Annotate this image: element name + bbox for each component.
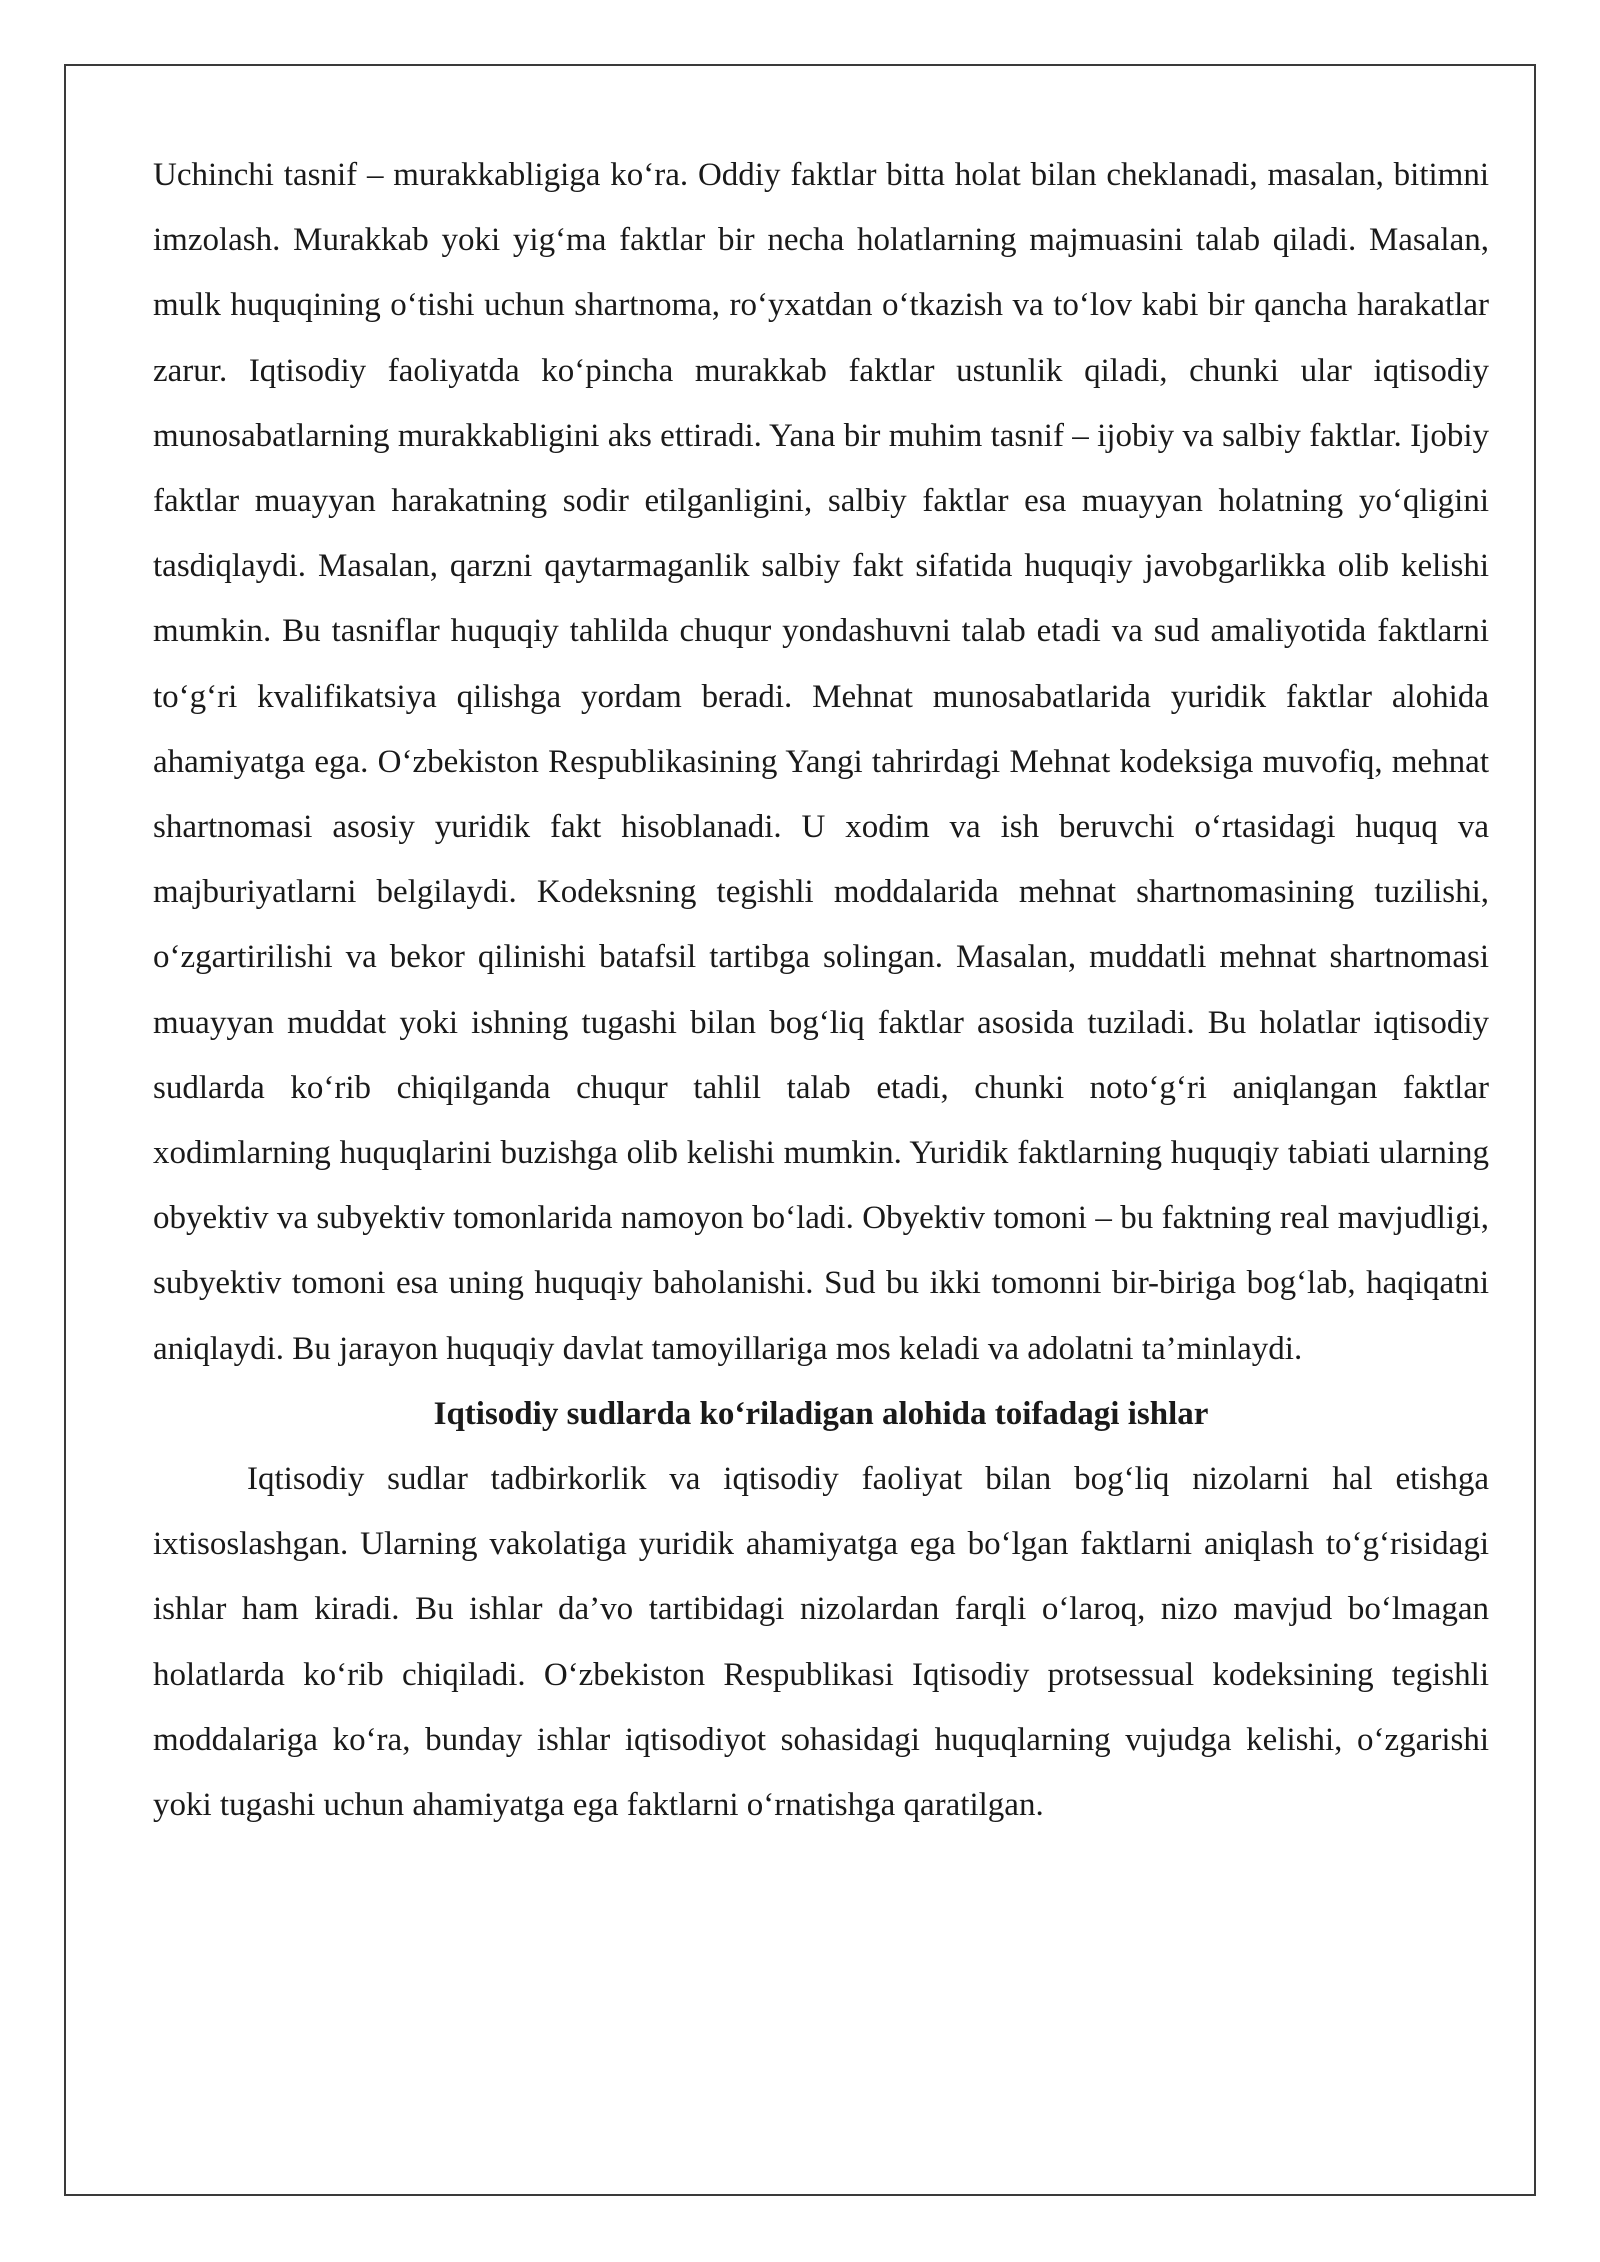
section-heading: Iqtisodiy sudlarda ko‘riladigan alohida toifadagi ishlar [433, 1395, 1209, 1432]
document-body [153, 143, 1489, 1838]
paragraph-2: Iqtisodiy sudlar tadbirkorlik va iqtisodiy faoliyat bilan bog‘liq nizolarni hal etishga ixtisoslashgan. Ularning vakolatiga yuridik ahamiyatga ega bo‘lgan faktlarni aniqlash to‘g‘risidagi ishlar ham kiradi. Bu ishlar da’vo tartibidagi nizolardan farqli o‘laroq, nizo mavjud bo‘lmagan holatlarda ko‘rib chiqiladi. O‘zbekiston Respublikasi Iqtisodiy protsessual kodeksining tegishli moddalariga ko‘ra, bunday ishlar iqtisodiyot sohasidagi huquqlarning vujudga kelishi, o‘zgarishi yoki tugashi uchun ahamiyatga ega faktlarni o‘rnatishga qaratilgan. [153, 1461, 1489, 1824]
paragraph-1: Uchinchi tasnif – murakkabligiga ko‘ra. Oddiy faktlar bitta holat bilan cheklanadi, masalan, bitimni imzolash. Murakkab yoki yig‘ma faktlar bir necha holatlarning majmuasini talab qiladi. Masalan, mulk huquqining o‘tishi uchun shartnoma, ro‘yxatdan o‘tkazish va to‘lov kabi bir qancha harakatlar zarur. Iqtisodiy faoliyatda ko‘pincha murakkab faktlar ustunlik qiladi, chunki ular iqtisodiy munosabatlarning murakkabligini aks ettiradi. Yana bir muhim tasnif – ijobiy va salbiy faktlar. Ijobiy faktlar muayyan harakatning sodir etilganligini, salbiy faktlar esa muayyan holatning yo‘qligini tasdiqlaydi. Masalan, qarzni qaytarmaganlik salbiy fakt sifatida huquqiy javobgarlikka olib kelishi mumkin. Bu tasniflar huquqiy tahlilda chuqur yondashuvni talab etadi va sud amaliyotida faktlarni to‘g‘ri kvalifikatsiya qilishga yordam beradi. Mehnat munosabatlarida yuridik faktlar alohida ahamiyatga ega. O‘zbekiston Respublikasining Yangi tahrirdagi Mehnat kodeksiga muvofiq, mehnat shartnomasi asosiy yuridik fakt hisoblanadi. U xodim va ish beruvchi o‘rtasidagi huquq va majburiyatlarni belgilaydi. Kodeksning tegishli moddalarida mehnat shartnomasining tuzilishi, o‘zgartirilishi va bekor qilinishi batafsil tartibga solingan. Masalan, muddatli mehnat shartnomasi muayyan muddat yoki ishning tugashi bilan bog‘liq faktlar asosida tuziladi. Bu holatlar iqtisodiy sudlarda ko‘rib chiqilganda chuqur tahlil talab etadi, chunki noto‘g‘ri aniqlangan faktlar xodimlarning huquqlarini buzishga olib kelishi mumkin. Yuridik faktlarning huquqiy tabiati ularning obyektiv va subyektiv tomonlarida namoyon bo‘ladi. Obyektiv tomoni – bu faktning real mavjudligi, subyektiv tomoni esa uning huquqiy baholanishi. Sud bu ikki tomonni bir-biriga bog‘lab, haqiqatni aniqlaydi. Bu jarayon huquqiy davlat tamoyillariga mos keladi va adolatni ta’minlaydi. [153, 157, 1489, 1367]
